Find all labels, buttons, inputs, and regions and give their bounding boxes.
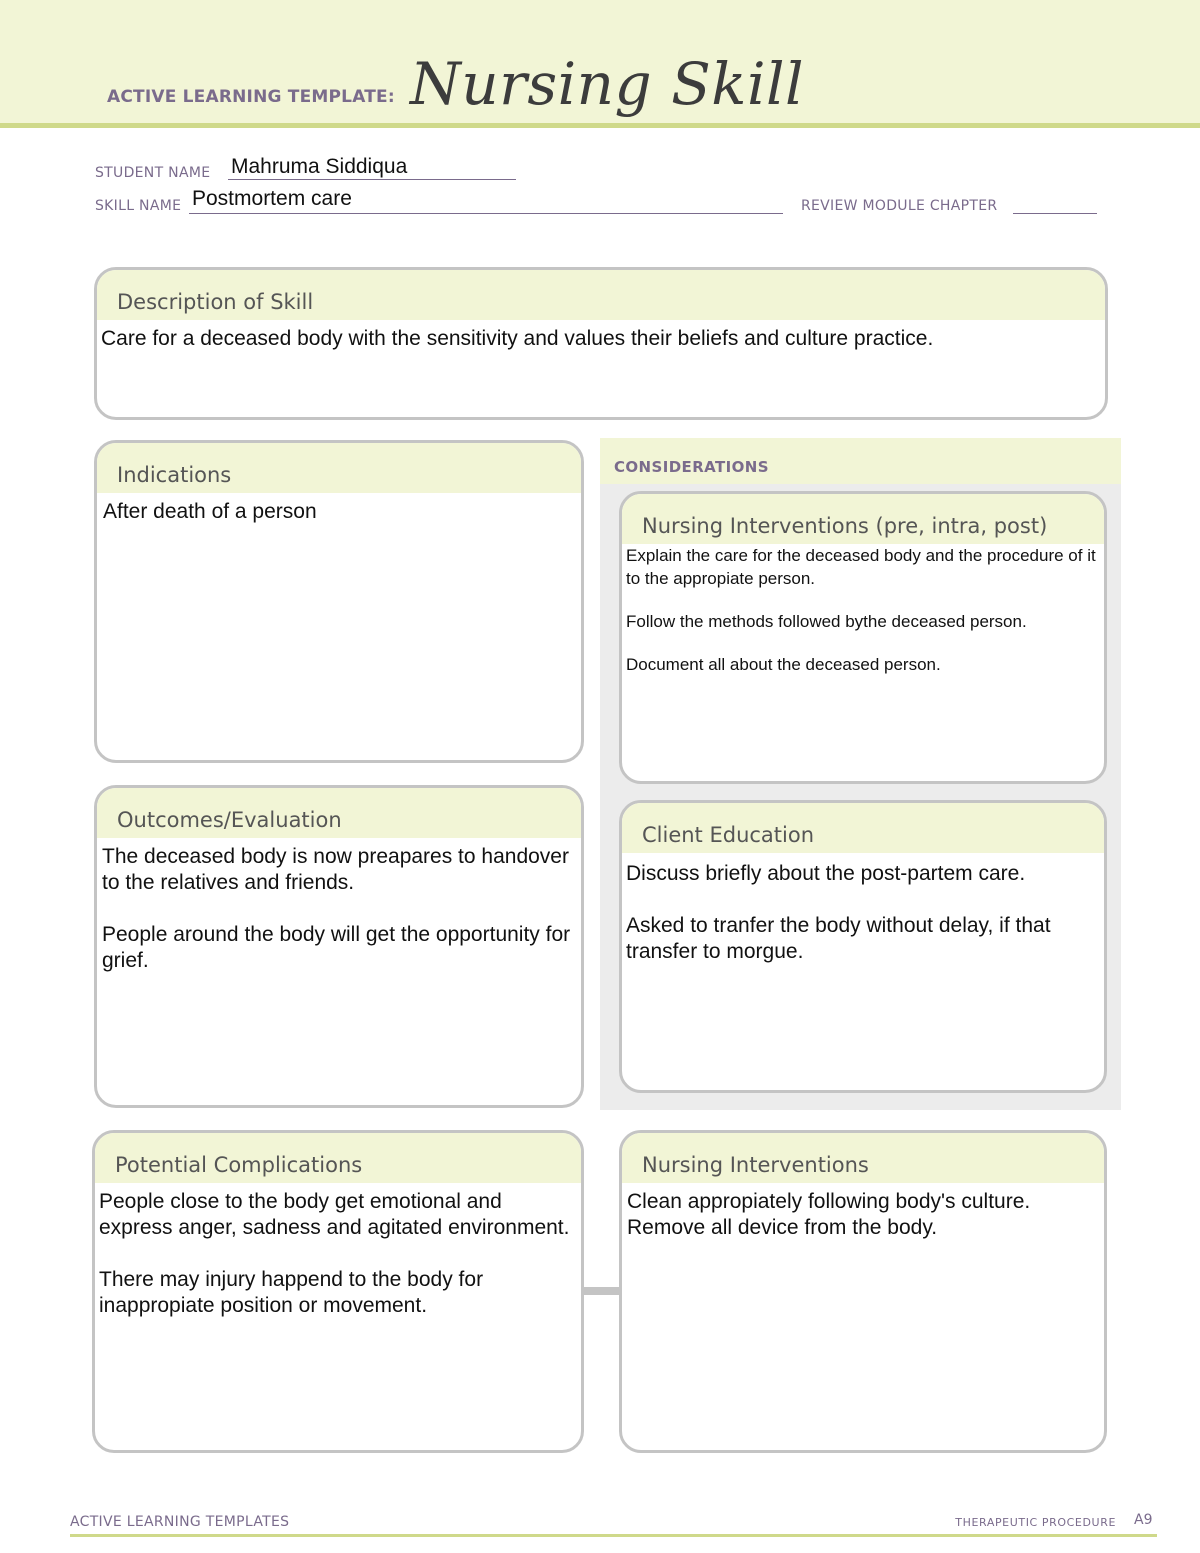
outcomes-title: Outcomes/Evaluation — [117, 808, 342, 832]
complications-paragraph: People close to the body get emotional and express anger, sadness and agitated environment. — [99, 1190, 570, 1239]
skill-name-line — [189, 213, 783, 214]
nursing-interventions-line: Clean appropiately following body's culture. — [627, 1190, 1031, 1213]
client-education-header — [622, 803, 1104, 853]
indications-card — [94, 440, 584, 763]
footer-procedure-label: THERAPEUTIC PROCEDURE — [955, 1516, 1116, 1529]
review-module-chapter-field[interactable] — [1016, 187, 1096, 211]
outcomes-paragraph: People around the body will get the opportunity for grief. — [102, 923, 571, 972]
complications-title: Potential Complications — [115, 1153, 363, 1177]
indications-header — [97, 443, 581, 493]
client-education-paragraph: Asked to tranfer the body without delay, if that transfer to morgue. — [626, 914, 1051, 963]
outcomes-text-field[interactable] — [97, 838, 581, 974]
footer-templates-label: ACTIVE LEARNING TEMPLATES — [70, 1514, 290, 1530]
description-text-field[interactable] — [97, 320, 1105, 352]
footer-page-number: A9 — [1134, 1512, 1153, 1528]
nursing-interventions-title: Nursing Interventions — [642, 1153, 869, 1177]
complications-text-field[interactable] — [95, 1183, 581, 1319]
nursing-interventions-header — [622, 1133, 1104, 1183]
student-name-line — [228, 179, 516, 180]
skill-name-field[interactable]: Postmortem care — [192, 187, 352, 210]
nursing-interventions-pre-paragraph: Document all about the deceased person. — [626, 655, 941, 674]
template-label: ACTIVE LEARNING TEMPLATE: — [107, 87, 395, 107]
indications-text-field[interactable] — [97, 493, 581, 525]
skill-name-label: SKILL NAME — [95, 198, 182, 214]
considerations-label: CONSIDERATIONS — [614, 458, 769, 476]
client-education-title: Client Education — [642, 823, 815, 847]
nursing-interventions-pre-paragraph: Explain the care for the deceased body and the procedure of it to the appropiate person. — [626, 546, 1096, 588]
nursing-interventions-pre-title: Nursing Interventions (pre, intra, post) — [642, 514, 1048, 538]
description-text: Care for a deceased body with the sensitivity and values their beliefs and culture practice. — [101, 327, 934, 350]
outcomes-header — [97, 788, 581, 838]
client-education-paragraph: Discuss briefly about the post-partem care. — [626, 862, 1026, 885]
outcomes-card — [94, 785, 584, 1108]
nursing-interventions-card — [619, 1130, 1107, 1453]
review-module-chapter-line — [1013, 213, 1097, 214]
nursing-interventions-text-field[interactable] — [622, 1183, 1104, 1241]
review-module-chapter-label: REVIEW MODULE CHAPTER — [801, 198, 998, 214]
client-education-text-field[interactable] — [622, 853, 1104, 965]
student-name-label: STUDENT NAME — [95, 165, 211, 181]
description-header — [97, 270, 1105, 320]
nursing-interventions-pre-header — [622, 494, 1104, 544]
nursing-interventions-line: Remove all device from the body. — [627, 1216, 938, 1239]
footer-divider — [70, 1534, 1157, 1537]
nursing-interventions-pre-paragraph: Follow the methods followed bythe deceased person. — [626, 612, 1027, 631]
client-education-card — [619, 800, 1107, 1093]
indications-text: After death of a person — [103, 500, 317, 523]
nursing-interventions-pre-card — [619, 491, 1107, 784]
outcomes-paragraph: The deceased body is now preapares to handover to the relatives and friends. — [102, 845, 569, 894]
student-name-field[interactable]: Mahruma Siddiqua — [231, 155, 408, 178]
complications-paragraph: There may injury happend to the body for inappropiate position or movement. — [99, 1268, 484, 1317]
complications-header — [95, 1133, 581, 1183]
nursing-interventions-pre-text-field[interactable] — [622, 544, 1104, 676]
complications-card — [92, 1130, 584, 1453]
description-title: Description of Skill — [117, 290, 314, 314]
connector-bar — [583, 1287, 621, 1295]
indications-title: Indications — [117, 463, 232, 487]
page-title: Nursing Skill — [410, 50, 805, 118]
description-card — [94, 267, 1108, 420]
